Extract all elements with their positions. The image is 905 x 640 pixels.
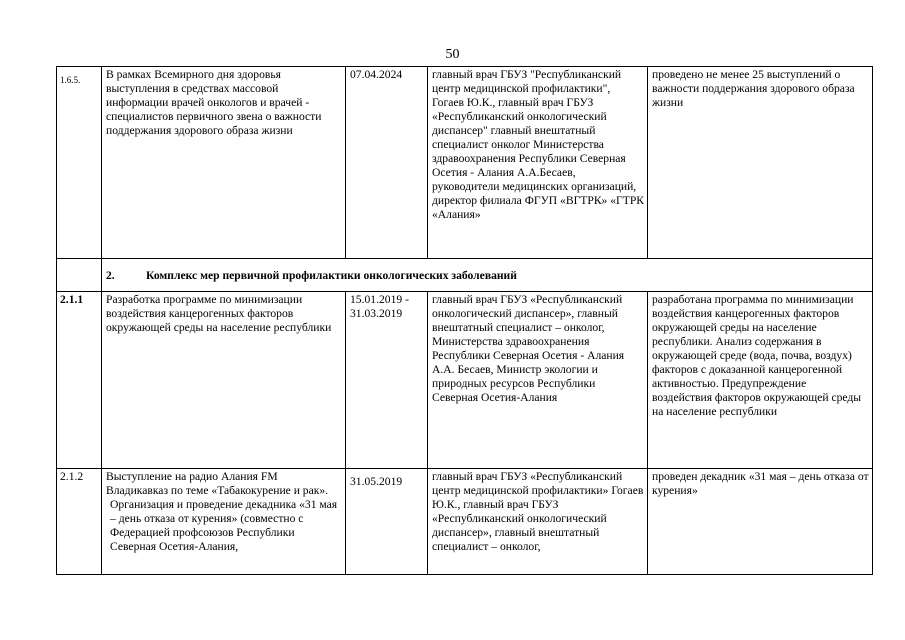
section-heading — [102, 259, 873, 292]
row-number: 2.1.2 — [57, 469, 102, 575]
section-title: Комплекс мер первичной профилактики онкологических заболеваний — [146, 269, 517, 282]
row-number: 1.6.5. — [57, 67, 102, 259]
section-row — [57, 259, 873, 292]
task-cell — [102, 469, 346, 575]
responsible-cell: главный врач ГБУЗ «Республиканский центр медицинской профилактики» Гогаев Ю.К., главный врач ГБУЗ «Республиканский онкологический диспансер», главный внештатный специалист – онколог, — [428, 469, 648, 575]
table-row — [57, 469, 873, 575]
measures-table — [56, 66, 873, 575]
date-cell: 31.05.2019 — [346, 469, 428, 575]
task-cell: В рамках Всемирного дня здоровья выступления в средствах массовой информации врачей онкологов и врачей - специалистов первичного звена о важности поддержания здорового образа жизни — [102, 67, 346, 259]
date-cell: 15.01.2019 - 31.03.2019 — [346, 292, 428, 469]
responsible-cell: главный врач ГБУЗ "Республиканский центр медицинской профилактики", Гогаев Ю.К., главный врач ГБУЗ «Республиканский онкологический диспансер" главный внештатный специалист онколог Министерства здравоохранения Республики Северная Осетия - Алания А.А.Бесаев, руководители медицинских организаций, директор филиала ФГУП «ВГТРК» «ГТРК «Алания» — [428, 67, 648, 259]
result-cell: разработана программа по минимизации воздействия канцерогенных факторов окружающей среды на население республики. Анализ содержания в окружающей среде (вода, почва, воздух) факторов с доказанной канцерогенной активностью. Предупреждение воздействия факторов окружающей среды на население республики — [648, 292, 873, 469]
task-line: Организация и проведение декадника «31 мая – день отказа от курения» (совместно с Федерацией профсоюзов Республики Северная Осетия-Алания, — [110, 498, 338, 553]
result-cell: проведено не менее 25 выступлений о важности поддержания здорового образа жизни — [648, 67, 873, 259]
row-number: 2.1.1 — [57, 292, 102, 469]
page-number: 50 — [445, 47, 460, 62]
responsible-cell: главный врач ГБУЗ «Республиканский онкологический диспансер», главный внештатный специалист – онколог, Министерства здравоохранения Республики Северная Осетия - Алания А.А. Бесаев, Министр экологии и природных ресурсов Республики Северная Осетия-Алания — [428, 292, 648, 469]
table-row — [57, 67, 873, 259]
result-cell: проведен декадник «31 мая – день отказа от курения» — [648, 469, 873, 575]
section-number: 2. — [106, 269, 115, 282]
date-cell: 07.04.2024 — [346, 67, 428, 259]
table-row — [57, 292, 873, 469]
task-cell: Разработка программе по минимизации воздействия канцерогенных факторов окружающей среды на население республики — [102, 292, 346, 469]
task-line: Выступление на радио Алания FM Владикавказ по теме «Табакокурение и рак». — [106, 470, 329, 497]
